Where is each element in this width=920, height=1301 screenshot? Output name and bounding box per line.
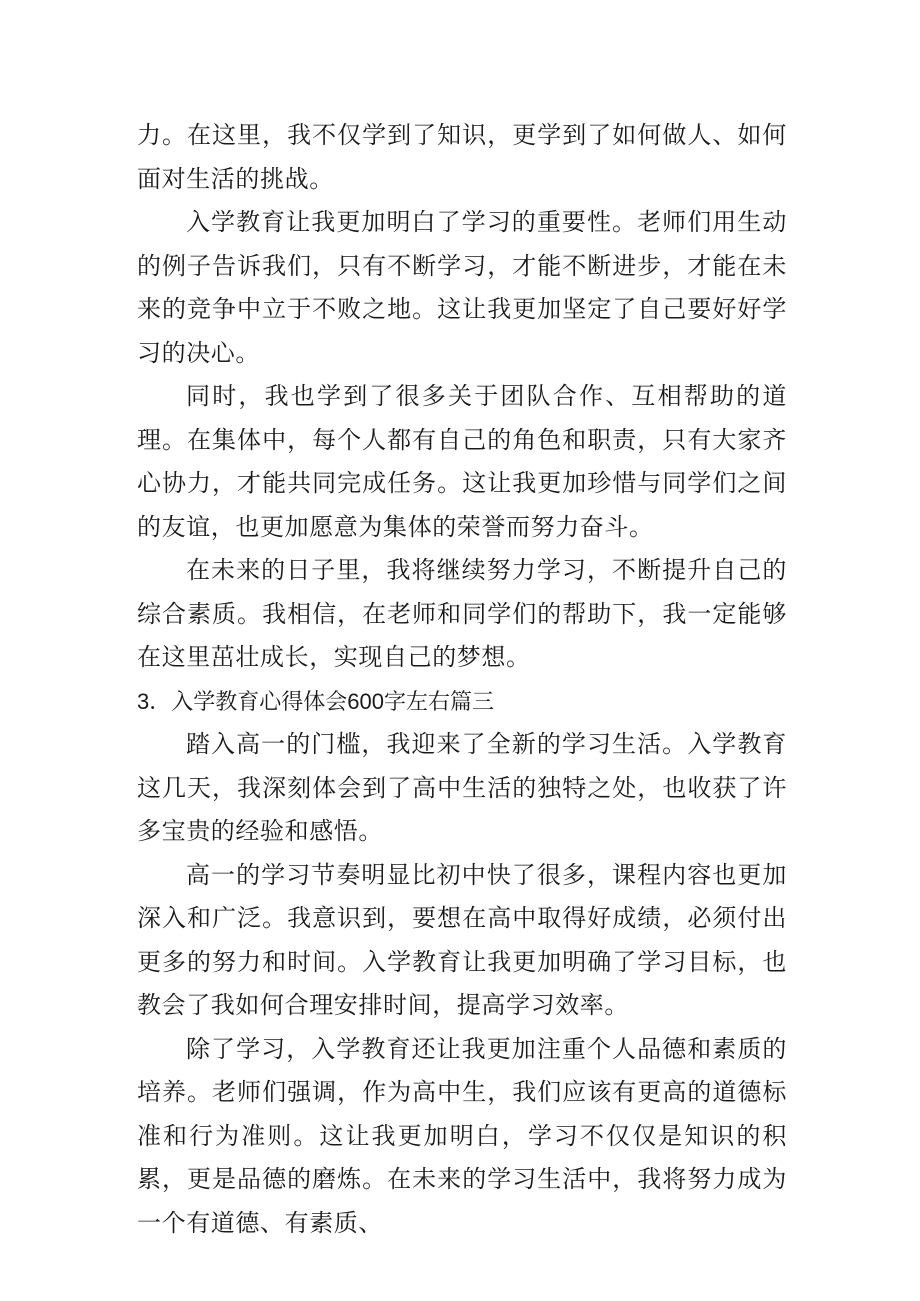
paragraph-study-pace: 高一的学习节奏明显比初中快了很多，课程内容也更加深入和广泛。我意识到，要想在高中取得好成绩，必须付出更多的努力和时间。入学教育让我更加明确了学习目标，也教会了我如何合理安排时间，提高学习效率。 — [137, 860, 787, 1019]
section-heading: 3．入学教育心得体会600字左右篇三 — [137, 688, 494, 714]
paragraph-entering-high-school: 踏入高一的门槛，我迎来了全新的学习生活。入学教育这几天，我深刻体会到了高中生活的独特之处，也收获了许多宝贵的经验和感悟。 — [137, 730, 787, 845]
paragraph-continued: 力。在这里，我不仅学到了知识，更学到了如何做人、如何面对生活的挑战。 — [137, 121, 787, 193]
paragraph-moral-character: 除了学习，入学教育还让我更加注重个人品德和素质的培养。老师们强调，作为高中生，我们应该有更高的道德标准和行为准则。这让我更加明白，学习不仅仅是知识的积累，更是品德的磨炼。在未来的学习生活中，我将努力成为一个有道德、有素质、 — [137, 1034, 787, 1237]
paragraph-importance-of-learning: 入学教育让我更加明白了学习的重要性。老师们用生动的例子告诉我们，只有不断学习，才能不断进步，才能在未来的竞争中立于不败之地。这让我更加坚定了自己要好好学习的决心。 — [137, 208, 787, 367]
document-body — [137, 114, 787, 1245]
paragraph-teamwork: 同时，我也学到了很多关于团队合作、互相帮助的道理。在集体中，每个人都有自己的角色和职责，只有大家齐心协力，才能共同完成任务。这让我更加珍惜与同学们之间的友谊，也更加愿意为集体的荣誉而努力奋斗。 — [137, 382, 787, 541]
paragraph-future: 在未来的日子里，我将继续努力学习，不断提升自己的综合素质。我相信，在老师和同学们的帮助下，我一定能够在这里茁壮成长，实现自己的梦想。 — [137, 556, 787, 671]
